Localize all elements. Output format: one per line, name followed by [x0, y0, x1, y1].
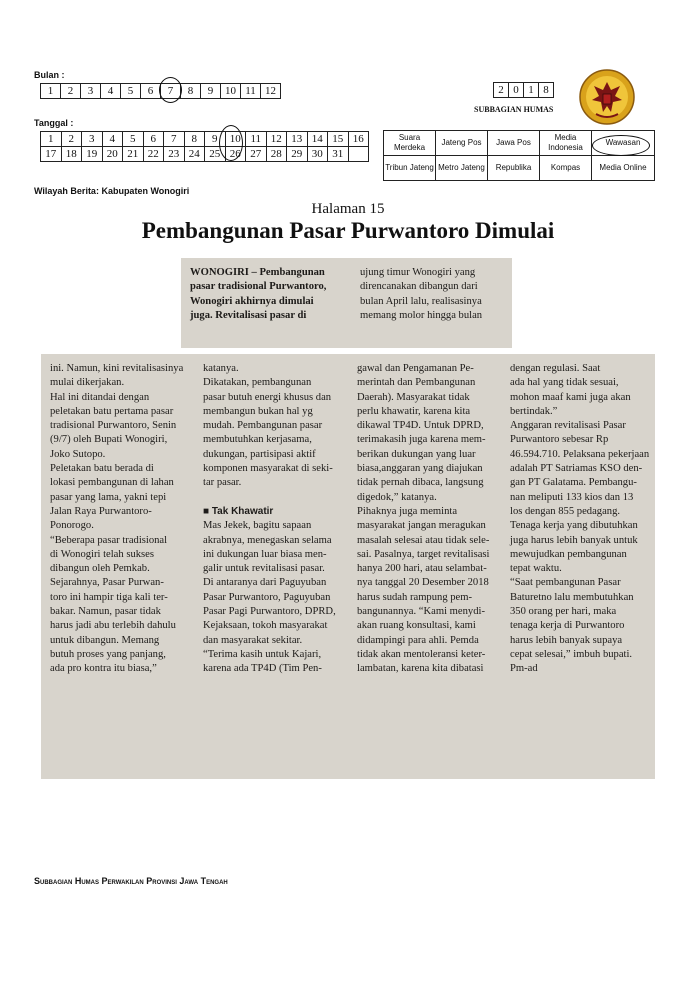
article-line: berikan dukungan yang luar — [357, 448, 476, 460]
month-cell: 9 — [201, 84, 221, 99]
article-line: Ponorogo. — [50, 520, 94, 532]
article-line: (9/7) oleh Bupati Wonogiri, — [50, 434, 168, 446]
article-line: tar pasar. — [203, 477, 242, 489]
article-line: nya tanggal 20 Desember 2018 — [357, 577, 489, 589]
month-cell: 10 — [221, 84, 241, 99]
month-cell: 4 — [101, 84, 121, 99]
article-line: karena ada TP4D (Tim Pen- — [203, 663, 322, 675]
article-line: dan masyarakat sekitar. — [203, 634, 303, 646]
article-line: terimakasih juga karena mem- — [357, 434, 486, 446]
article-line: memang molor hingga bulan — [360, 309, 483, 321]
article-line: 350 orang per hari, maka — [510, 606, 617, 618]
day-cell: 18 — [61, 147, 82, 162]
article-line: tepat waktu. — [510, 563, 562, 575]
article-line: Tenaga kerja yang dibutuhkan — [510, 520, 638, 532]
day-cell: 11 — [246, 132, 267, 147]
article-line: Jalan Raya Purwantoro- — [50, 505, 152, 517]
article-line: Wonogiri akhirnya dimulai — [190, 295, 314, 307]
article-line: harus jadi abu terlebih dahulu — [50, 620, 176, 632]
article-line: Pm-ad — [510, 663, 538, 675]
article-line: Purwantoro sebesar Rp — [510, 434, 609, 446]
article-line: tidak pernah dibaca, langsung — [357, 477, 484, 489]
article-line: sai. Pasalnya, target revitalisasi — [357, 548, 490, 560]
article-line: perlu khawatir, karena kita — [357, 405, 471, 417]
article-line: komponen masyarakat di seki- — [203, 463, 333, 475]
article-line: hanya 200 hari, atau selambat- — [357, 563, 487, 575]
month-cell: 8 — [181, 84, 201, 99]
article-line: biasa,anggaran yang diajukan — [357, 463, 483, 475]
day-cell: 31 — [328, 147, 349, 162]
media-cell: Wawasan — [592, 131, 655, 156]
media-cell: Jawa Pos — [488, 131, 540, 156]
article-line: masyarakat jangan meragukan — [357, 520, 486, 532]
article-line: nan meliputi 133 kios dan 13 — [510, 491, 634, 503]
article-subhead: ■ Tak Khawatir — [203, 505, 274, 517]
year-digit-cell: 0 — [509, 83, 524, 98]
article-line: untuk dibangun. Memang — [50, 634, 160, 646]
day-cell: 21 — [123, 147, 144, 162]
article-line: ujung timur Wonogiri yang — [360, 267, 476, 278]
footer-label: Subbagian Humas Perwakilan Provinsi Jawa Tengah — [34, 876, 228, 886]
month-cell: 12 — [261, 84, 281, 99]
article-line: pasar yang lama, yakni tepi — [50, 491, 167, 503]
article-line: los dengan 855 pedagang. — [510, 505, 621, 517]
article-line: toro ini hampir tiga kali ter- — [50, 591, 168, 603]
day-cell: 5 — [123, 132, 144, 147]
article-line: peletakan batu pertama pasar — [50, 405, 174, 417]
article-line: juga. Revitalisasi pasar di — [190, 309, 307, 321]
day-cell: 6 — [143, 132, 164, 147]
day-cell: 16 — [348, 132, 369, 147]
article-column-4 — [510, 362, 652, 677]
selected-month-circle — [159, 77, 182, 103]
selected-day-circle — [219, 125, 243, 161]
article-line: bangunannya. “Kami menydi- — [357, 606, 485, 618]
day-cell: 4 — [102, 132, 123, 147]
tanggal-label: Tanggal : — [34, 118, 74, 128]
article-line: membangun bukan hal yg — [203, 405, 313, 417]
month-cell: 5 — [121, 84, 141, 99]
day-cell: 12 — [266, 132, 287, 147]
year-digit-cell: 2 — [494, 83, 509, 98]
day-cell: 23 — [164, 147, 185, 162]
article-line: ini dukungan luar biasa men- — [203, 548, 327, 560]
article-line: merintah dan Pembangunan — [357, 377, 476, 389]
article-line: dengan regulasi. Saat — [510, 363, 601, 374]
day-cell: 17 — [41, 147, 62, 162]
media-cell: Republika — [488, 156, 540, 181]
media-cell: Tribun Jateng — [384, 156, 436, 181]
article-line: harus sudah rampung pem- — [357, 591, 473, 603]
day-cell: 2 — [61, 132, 82, 147]
article-line: “Beberapa pasar tradisional — [50, 534, 168, 546]
article-line: gawal dan Pengamanan Pe- — [357, 363, 474, 374]
article-line: Joko Sutopo. — [50, 448, 106, 460]
article-line: “Saat pembangunan Pasar — [510, 577, 621, 589]
media-cell: Media Online — [592, 156, 655, 181]
article-line: masalah selesai atau tidak sele- — [357, 534, 490, 546]
article-line: digedok,” katanya. — [357, 491, 437, 503]
year-digit-cell: 8 — [539, 83, 554, 98]
day-cell: 10 — [225, 132, 246, 147]
article-line: tradisional Purwantoro, Senin — [50, 420, 177, 432]
article-line: Pasar Purwantoro, Paguyuban — [203, 591, 331, 603]
day-cell: 19 — [82, 147, 103, 162]
article-line: dukungan, partisipasi aktif — [203, 448, 316, 460]
month-cell: 7 — [161, 84, 181, 99]
day-cell: 15 — [328, 132, 349, 147]
article-line: lambatan, karena kita dibatasi — [357, 663, 484, 675]
article-line: cepat selesai,” imbuh bupati. — [510, 648, 633, 660]
article-line: pasar tradisional Purwantoro, — [190, 281, 327, 293]
article-line: adalah PT Satriamas KSO den- — [510, 463, 643, 475]
article-line: Sejarahnya, Pasar Purwan- — [50, 577, 164, 589]
article-line: ini. Namun, kini revitalisasinya — [50, 363, 184, 374]
article-line: di Wonogiri telah sukses — [50, 548, 154, 560]
article-line: butuh proses yang panjang, — [50, 648, 166, 660]
day-cell: 13 — [287, 132, 308, 147]
article-line: membutuhkan kerjasama, — [203, 434, 312, 446]
article-line: akan ruang konsultasi, kami — [357, 620, 476, 632]
day-cell: 24 — [184, 147, 205, 162]
page-number: Halaman 15 — [311, 201, 385, 217]
article-line: Daerah). Masyarakat tidak — [357, 391, 470, 403]
year-digit-cell: 1 — [524, 83, 539, 98]
article-line: WONOGIRI – Pembangunan — [190, 267, 325, 278]
article-line: katanya. — [203, 363, 239, 374]
media-cell: Suara Merdeka — [384, 131, 436, 156]
article-line: bakar. Namun, pasar tidak — [50, 606, 161, 618]
article-line: harus lebih banyak supaya — [510, 634, 623, 646]
lead-left — [190, 266, 350, 323]
garuda-emblem-icon — [578, 68, 636, 126]
article-column-3 — [357, 362, 503, 677]
day-cell: 27 — [246, 147, 267, 162]
lead-right — [360, 266, 510, 323]
article-line: pasar butuh energi khusus dan — [203, 391, 332, 403]
media-cell: Media Indonesia — [540, 131, 592, 156]
media-cell: Jateng Pos — [436, 131, 488, 156]
article-line: Kejaksaan, tokoh masyarakat — [203, 620, 328, 632]
month-cell: 6 — [141, 84, 161, 99]
article-line: dibangun oleh Pemkab. — [50, 563, 150, 575]
day-cell: 20 — [102, 147, 123, 162]
bulan-label: Bulan : — [34, 70, 65, 80]
article-column-2 — [203, 362, 349, 677]
article-line: ada pro kontra itu biasa,” — [50, 663, 157, 675]
day-cell: 30 — [307, 147, 328, 162]
article-column-1 — [50, 362, 195, 677]
article-line: dikawal TP4D. Untuk DPRD, — [357, 420, 484, 432]
day-cell: 7 — [164, 132, 185, 147]
headline: Pembangunan Pasar Purwantoro Dimulai — [141, 218, 555, 243]
article-line: Peletakan batu berada di — [50, 463, 154, 475]
article-line: mohon maaf kami juga akan — [510, 391, 631, 403]
article-line: akrabnya, menegaskan selama — [203, 534, 332, 546]
article-line: lokasi pembangunan di lahan — [50, 477, 174, 489]
article-line: direncanakan dibangun dari — [360, 281, 478, 293]
month-cell: 1 — [41, 84, 61, 99]
region-label: Wilayah Berita: Kabupaten Wonogiri — [34, 186, 190, 196]
day-cell: 8 — [184, 132, 205, 147]
article-line — [203, 491, 349, 505]
article-line: Mas Jekek, bagitu sapaan — [203, 520, 312, 532]
month-cell: 2 — [61, 84, 81, 99]
day-cell: 9 — [205, 132, 226, 147]
article-line: didampingi para ahli. Pemda — [357, 634, 479, 646]
year-box — [493, 82, 554, 98]
day-cell: 26 — [225, 147, 246, 162]
day-cell: 1 — [41, 132, 62, 147]
article-line: Dikatakan, pembangunan — [203, 377, 312, 389]
day-cell: 25 — [205, 147, 226, 162]
article-line: bulan April lalu, realisasinya — [360, 295, 482, 307]
article-line: Anggaran revitalisasi Pasar — [510, 420, 626, 432]
month-cell: 3 — [81, 84, 101, 99]
article-line: gan PT Galatama. Pembangu- — [510, 477, 637, 489]
day-cell: 29 — [287, 147, 308, 162]
day-cell: 3 — [82, 132, 103, 147]
day-cell: 14 — [307, 132, 328, 147]
article-line: Hal ini ditandai dengan — [50, 391, 150, 403]
article-line: galir untuk revitalisasi pasar. — [203, 563, 325, 575]
unit-label: SUBBAGIAN HUMAS — [474, 105, 554, 114]
article-line: juga harus lebih banyak untuk — [510, 534, 638, 546]
article-line: mewujudkan pembangunan — [510, 548, 627, 560]
article-line: bertindak.” — [510, 405, 558, 417]
article-line: 46.594.710. Pelaksana pekerjaan — [510, 448, 650, 460]
article-line: Pasar Pagi Purwantoro, DPRD, — [203, 606, 336, 618]
article-line: Pihaknya juga meminta — [357, 505, 458, 517]
day-cell — [348, 147, 369, 162]
article-line: mulai dikerjakan. — [50, 377, 125, 389]
media-cell: Metro Jateng — [436, 156, 488, 181]
day-cell: 22 — [143, 147, 164, 162]
article-line: tidak akan mentoleransi keter- — [357, 648, 486, 660]
day-grid — [40, 131, 369, 162]
article-line: Di antaranya dari Paguyuban — [203, 577, 327, 589]
day-cell: 28 — [266, 147, 287, 162]
article-line: Baturetno lalu membutuhkan — [510, 591, 634, 603]
article-line: mudah. Pembangunan pasar — [203, 420, 323, 432]
month-cell: 11 — [241, 84, 261, 99]
selected-media-circle — [592, 135, 650, 156]
article-line: ada hal yang tidak sesuai, — [510, 377, 619, 389]
article-line: tenaga kerja di Purwantoro — [510, 620, 625, 632]
article-line: “Terima kasih untuk Kajari, — [203, 648, 322, 660]
media-cell: Kompas — [540, 156, 592, 181]
